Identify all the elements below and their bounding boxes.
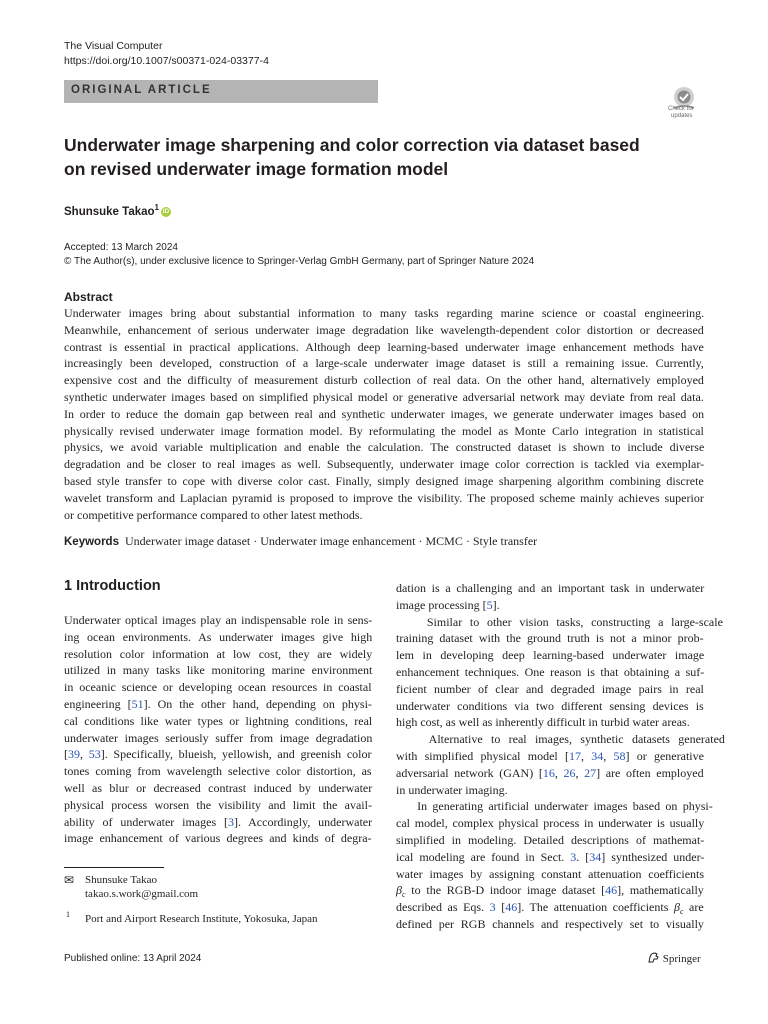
text-line: [64, 629, 372, 646]
text-run: physical process worsen the visibility and limit the avail-: [64, 797, 372, 812]
text-run: ficient number of clear and degraded image pairs in real: [396, 681, 704, 696]
article-title-line-1: Underwater image sharpening and color correction via dataset based: [64, 135, 640, 155]
text-run: ]. On the other hand, depending on physi-: [143, 697, 372, 711]
text-line: [396, 614, 723, 631]
envelope-icon: ✉: [64, 873, 75, 887]
text-line: [64, 646, 372, 663]
author-affil-mark: 1: [154, 203, 159, 212]
text-line: [396, 748, 704, 765]
text-line: [64, 679, 372, 696]
text-line: [396, 731, 725, 748]
keywords: [64, 534, 537, 549]
text-run: ], mathematically: [617, 883, 704, 898]
abstract-line: based style transfer to cope with diverse color cast. Finally, simply designed image sharpening algorithm combining discrete: [64, 474, 704, 488]
abstract-line: synthetic underwater images based on simplified physical model or generative adversarial network may deviate from real data.: [64, 390, 704, 404]
text-run: in underwater imaging.: [396, 782, 508, 797]
text-run: Underwater optical images play an indispensable role in sens-: [64, 613, 373, 627]
abstract-line: contrast is essential in practical applications. Although deep learning-based underwater image enhancement methods have: [64, 339, 704, 354]
text-run: ,: [80, 747, 89, 762]
abstract-line: In order to reduce the domain gap between real and synthetic underwater images, we generate underwater images based on: [64, 406, 705, 421]
text-run: image processing [: [396, 597, 487, 612]
footnote-rule: [64, 867, 164, 868]
text-run: are: [683, 900, 704, 915]
text-run: ]. Specifically, blueish, yellowish, and greenish color: [100, 747, 372, 762]
text-line: [64, 763, 372, 780]
text-run: underwater images seriously suffer from image degradation: [64, 730, 373, 745]
citation-link[interactable]: 26: [563, 765, 576, 780]
check-updates-label-1: Check for: [668, 106, 694, 112]
text-line: [396, 815, 704, 832]
text-line: [396, 765, 704, 782]
text-run: ing ocean environments. As underwater images give high: [64, 629, 373, 644]
corresponding-author-email[interactable]: takao.s.work@gmail.com: [85, 888, 199, 900]
text-line: [64, 696, 372, 713]
text-line: [396, 866, 704, 883]
keywords-label: Keywords: [64, 536, 119, 548]
text-run: ical modeling are found in Sect.: [396, 849, 571, 864]
text-line: [396, 580, 704, 597]
text-run: ] are often employed: [596, 765, 704, 780]
text-run: ].: [492, 597, 500, 612]
citation-link[interactable]: 58: [613, 749, 626, 763]
citation-link[interactable]: 53: [88, 747, 101, 762]
text-run: dation is a challenging and an important task in underwater: [396, 581, 705, 595]
text-run: high cost, as well as inherently difficult in turbid water areas.: [396, 715, 690, 730]
citation-link[interactable]: 3: [570, 849, 577, 864]
abstract-line: physics, we avoid variable multiplication and enable the calculation. The constructed dataset is shown to include diverse: [64, 440, 705, 455]
text-run: Alternative to real images, synthetic datasets generated: [396, 732, 725, 747]
beta-symbol: β: [396, 883, 402, 898]
citation-link[interactable]: 39: [68, 747, 80, 762]
text-line: [64, 830, 372, 847]
text-line: [64, 780, 372, 797]
article-title-line-2: on revised underwater image formation model: [64, 159, 449, 179]
corresponding-author-name: Shunsuke Takao: [85, 874, 158, 886]
text-run: water images by assigning constant attenuation coefficients: [396, 866, 705, 881]
text-run: tones coming from wavelength selective color distortion, as: [64, 764, 372, 779]
text-run: ability of underwater images [: [64, 814, 228, 829]
text-line: [396, 698, 704, 715]
text-run: with simplified physical model [: [396, 749, 569, 763]
citation-link[interactable]: 3: [227, 814, 234, 829]
text-run: [: [64, 747, 68, 762]
text-run: lem in developing deep learning-based underwater image: [396, 648, 705, 663]
text-run: In generating artificial underwater images based on physi-: [396, 799, 713, 814]
section-heading-introduction: 1 Introduction: [64, 578, 161, 594]
orcid-icon[interactable]: iD: [162, 207, 170, 215]
text-line: [64, 746, 372, 763]
abstract-line: degradation and be closer to real images as well. Subsequently, underwater image color correction is tackled via exemplar-: [64, 457, 705, 472]
text-run: described as Eqs.: [396, 900, 490, 915]
published-online: Published online: 13 April 2024: [64, 953, 202, 964]
abstract-line: increasingly been developed, construction of a large-scale underwater image dataset is still a remaining issue. Currently,: [64, 356, 704, 371]
text-line: [396, 849, 704, 866]
text-run: training dataset with the ground truth is not a minor prob-: [396, 631, 704, 646]
text-line: [396, 832, 704, 849]
text-run: Similar to other vision tasks, constructing a large-scale: [396, 614, 723, 629]
text-line: [396, 630, 704, 647]
text-run: underwater conditions via two different sensing devices is: [396, 698, 704, 713]
abstract-line: wavelet transform and Laplacian pyramid is proposed to improve the visibility. The proposed scheme mainly achieves superior: [64, 490, 704, 505]
text-line: [396, 664, 704, 681]
text-line: [396, 916, 704, 933]
text-run: ,: [554, 765, 564, 780]
abstract-line: Meanwhile, enhancement of serious underwater image degradation like wavelength-dependent color distortion or decreased: [64, 322, 704, 337]
affiliation: Port and Airport Research Institute, Yokosuka, Japan: [85, 913, 318, 925]
affiliation-number: 1: [66, 910, 70, 919]
text-line: [396, 647, 704, 664]
check-updates-label-2: updates: [671, 113, 693, 119]
text-run: ]. The attenuation coefficients: [517, 900, 674, 915]
text-run: ,: [575, 765, 585, 780]
text-run: utilized in many tasks like monitoring marine environment: [64, 663, 373, 678]
subscript: c: [679, 907, 684, 917]
text-run: in oceanic science or developing ocean resources in coastal: [64, 680, 372, 695]
abstract-line: or competitive performance compared to other latest methods.: [64, 507, 363, 522]
citation-link[interactable]: 17: [568, 749, 581, 763]
text-run: to the RGB-D indoor image dataset [: [405, 883, 606, 898]
text-run: engineering [: [64, 697, 132, 711]
text-line: [396, 782, 508, 799]
text-line: [64, 797, 372, 814]
text-run: ,: [603, 749, 614, 763]
text-line: [64, 612, 372, 629]
journal-name: The Visual Computer: [64, 40, 163, 52]
text-line: [396, 597, 500, 614]
check-for-updates-badge[interactable]: [664, 84, 704, 124]
text-run: resolution color information at low cost, they are widely: [64, 646, 373, 661]
citation-link[interactable]: 3: [489, 900, 496, 915]
text-run: image enhancement of various degrees and kinds of degra-: [64, 831, 372, 846]
citation-link[interactable]: 51: [131, 697, 144, 711]
text-run: adversarial network (GAN) [: [396, 765, 543, 780]
abstract-line: Underwater images bring about substantial information to many tasks regarding marine science or coastal engineering.: [64, 306, 705, 320]
text-run: . [: [576, 849, 590, 864]
text-run: ]. Accordingly, underwater: [233, 814, 373, 829]
text-run: [: [495, 900, 506, 915]
doi-link[interactable]: https://doi.org/10.1007/s00371-024-03377-4: [64, 55, 269, 67]
text-run: cal conditions like water types or lightning conditions, real: [64, 713, 373, 728]
citation-link[interactable]: 16: [542, 765, 555, 780]
publisher-name: Springer: [662, 953, 701, 965]
text-run: ] synthesized under-: [601, 849, 705, 864]
text-run: well as blur or decreased contrast induced by underwater: [64, 781, 373, 795]
abstract-line: physically revised underwater image formation model. By reformulating the model as Monte Carlo integration in statistical: [64, 423, 704, 438]
text-line: [396, 798, 713, 815]
subscript: c: [401, 890, 406, 900]
abstract-line: expensive cost and the difficulty of measurement disturb collection of real data. On the other hand, alternatively employed: [64, 373, 704, 388]
text-run: ,: [580, 749, 592, 763]
abstract-heading: Abstract: [64, 290, 113, 304]
text-line: [64, 662, 372, 679]
keywords-list: Underwater image dataset · Underwater image enhancement · MCMC · Style transfer: [124, 534, 538, 548]
accepted-date: Accepted: 13 March 2024: [64, 242, 178, 253]
beta-symbol: β: [673, 900, 680, 915]
citation-link[interactable]: 27: [584, 765, 597, 780]
citation-link[interactable]: 34: [591, 749, 604, 763]
article-type-label: ORIGINAL ARTICLE: [71, 84, 212, 96]
text-line: [396, 714, 690, 731]
text-run: cal model, complex physical process in underwater is usually: [396, 816, 705, 831]
text-line: [396, 681, 704, 698]
citation-link[interactable]: 46: [605, 883, 618, 898]
citation-link[interactable]: 5: [486, 597, 493, 612]
author: [64, 203, 171, 218]
springer-horse-icon: [647, 951, 660, 964]
text-line: [64, 713, 372, 730]
copyright: © The Author(s), under exclusive licence to Springer-Verlag GmbH Germany, part of Springer Nature 2024: [64, 256, 534, 267]
publisher-logo: [647, 951, 701, 965]
citation-link[interactable]: 34: [589, 849, 602, 864]
text-line: [64, 730, 372, 747]
text-line: [64, 814, 372, 831]
citation-link[interactable]: 46: [505, 900, 518, 915]
article-type-banner: [64, 80, 378, 103]
text-run: enhancement techniques. One reason is that obtaining a suf-: [396, 665, 705, 679]
text-run: simplified in modeling. Detailed descriptions of mathemat-: [396, 833, 705, 847]
text-run: defined per RGB channels and respectively set to visually: [396, 917, 704, 931]
author-name: Shunsuke Takao: [64, 205, 155, 218]
text-run: ] or generative: [625, 749, 704, 763]
